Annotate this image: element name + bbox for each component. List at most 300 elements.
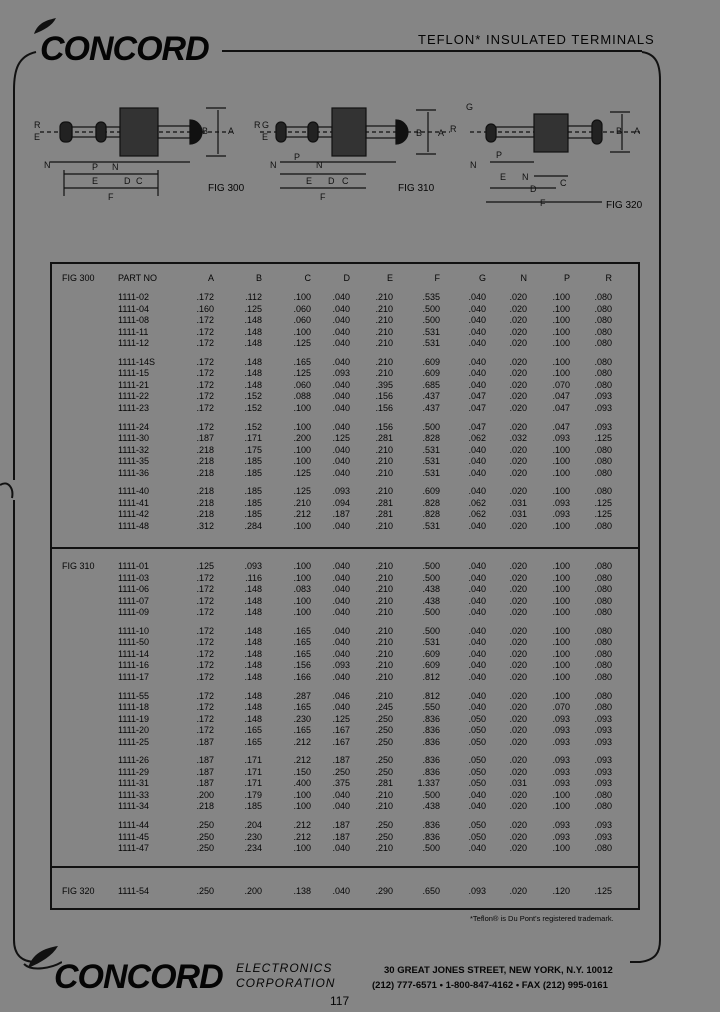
- value-cell: .100: [552, 303, 570, 314]
- value-cell: .080: [594, 801, 612, 812]
- header-col-r: R: [605, 273, 612, 283]
- value-cell: .438: [422, 595, 440, 606]
- value-cell: .040: [468, 637, 486, 648]
- value-cell: .093: [552, 820, 570, 830]
- value-cell: .020: [509, 456, 527, 467]
- value-cell: .395: [375, 379, 393, 390]
- value-cell: .020: [509, 402, 527, 413]
- value-cell: .165: [293, 702, 311, 713]
- table-row: [0, 714, 720, 726]
- value-cell: .148: [244, 584, 262, 595]
- value-cell: .020: [509, 356, 527, 367]
- value-cell: .040: [468, 303, 486, 314]
- value-cell: .125: [594, 433, 612, 444]
- value-cell: .040: [332, 444, 350, 455]
- svg-text:B: B: [202, 126, 209, 136]
- value-cell: .020: [509, 843, 527, 854]
- value-cell: .171: [244, 433, 262, 444]
- value-cell: 1.337: [417, 778, 440, 789]
- value-cell: .138: [293, 886, 311, 896]
- svg-text:F: F: [320, 192, 326, 202]
- value-cell: .172: [196, 315, 214, 326]
- header-col-d: D: [343, 273, 350, 283]
- table-row: [0, 596, 720, 608]
- part-number-cell: 1111-19: [118, 713, 150, 724]
- value-cell: .040: [468, 702, 486, 713]
- svg-text:R: R: [34, 120, 41, 130]
- value-cell: .080: [594, 671, 612, 682]
- value-cell: .100: [552, 456, 570, 467]
- part-number-cell: 1111-47: [118, 843, 150, 854]
- value-cell: .210: [375, 520, 393, 531]
- value-cell: .165: [293, 625, 311, 636]
- value-cell: .156: [375, 391, 393, 402]
- value-cell: .046: [332, 690, 350, 701]
- value-cell: .175: [244, 444, 262, 455]
- value-cell: .218: [196, 456, 214, 467]
- svg-text:E: E: [306, 176, 313, 186]
- value-cell: .100: [552, 292, 570, 302]
- value-cell: .250: [375, 736, 393, 747]
- value-cell: .040: [468, 292, 486, 302]
- value-cell: .234: [244, 843, 262, 854]
- value-cell: .093: [552, 725, 570, 736]
- value-cell: .437: [422, 402, 440, 413]
- value-cell: .040: [332, 421, 350, 432]
- part-number-cell: 1111-02: [118, 292, 150, 302]
- table-row: [0, 626, 720, 638]
- value-cell: .060: [293, 379, 311, 390]
- value-cell: .093: [594, 421, 612, 432]
- part-number-cell: 1111-11: [118, 326, 149, 337]
- value-cell: .050: [468, 725, 486, 736]
- value-cell: .040: [468, 467, 486, 478]
- value-cell: .210: [375, 625, 393, 636]
- header-col-e: E: [386, 273, 393, 283]
- value-cell: .609: [422, 368, 440, 379]
- value-cell: .210: [375, 456, 393, 467]
- value-cell: .210: [375, 326, 393, 337]
- svg-text:R: R: [254, 120, 261, 130]
- value-cell: .550: [422, 702, 440, 713]
- value-cell: .500: [422, 315, 440, 326]
- part-number-cell: 1111-55: [118, 690, 150, 701]
- part-number-cell: 1111-30: [118, 433, 150, 444]
- value-cell: .148: [244, 315, 262, 326]
- value-cell: .148: [244, 368, 262, 379]
- value-cell: .438: [422, 584, 440, 595]
- value-cell: .500: [422, 843, 440, 854]
- value-cell: .047: [552, 402, 570, 413]
- value-cell: .080: [594, 303, 612, 314]
- value-cell: .093: [594, 725, 612, 736]
- value-cell: .088: [293, 391, 311, 402]
- value-cell: .179: [244, 789, 262, 800]
- value-cell: .093: [552, 755, 570, 766]
- svg-text:D: D: [124, 176, 131, 186]
- value-cell: .047: [468, 391, 486, 402]
- value-cell: .171: [244, 766, 262, 777]
- value-cell: .080: [594, 702, 612, 713]
- value-cell: .040: [332, 886, 350, 896]
- value-cell: .100: [293, 801, 311, 812]
- value-cell: .212: [293, 820, 311, 830]
- value-cell: .093: [552, 831, 570, 842]
- part-number-cell: 1111-50: [118, 637, 150, 648]
- value-cell: .093: [552, 736, 570, 747]
- value-cell: .040: [332, 292, 350, 302]
- value-cell: .040: [332, 326, 350, 337]
- value-cell: .148: [244, 637, 262, 648]
- value-cell: .230: [244, 831, 262, 842]
- value-cell: .040: [332, 702, 350, 713]
- value-cell: .148: [244, 356, 262, 367]
- value-cell: .836: [422, 736, 440, 747]
- value-cell: .080: [594, 789, 612, 800]
- value-cell: .187: [196, 778, 214, 789]
- value-cell: .020: [509, 315, 527, 326]
- value-cell: .210: [375, 801, 393, 812]
- table-row: [0, 327, 720, 339]
- value-cell: .093: [594, 713, 612, 724]
- value-cell: .020: [509, 292, 527, 302]
- part-number-cell: 1111-34: [118, 801, 150, 812]
- value-cell: .172: [196, 326, 214, 337]
- value-cell: .100: [552, 572, 570, 583]
- part-number-cell: 1111-31: [118, 778, 150, 789]
- svg-text:N: N: [270, 160, 277, 170]
- value-cell: .212: [293, 755, 311, 766]
- fig-310-drawing: [260, 108, 450, 188]
- value-cell: .185: [244, 509, 262, 520]
- value-cell: .100: [293, 421, 311, 432]
- value-cell: .047: [468, 421, 486, 432]
- value-cell: .172: [196, 607, 214, 618]
- value-cell: .650: [422, 886, 440, 896]
- value-cell: .093: [332, 660, 350, 671]
- value-cell: .040: [468, 356, 486, 367]
- value-cell: .100: [552, 338, 570, 349]
- value-cell: .400: [293, 778, 311, 789]
- value-cell: .250: [375, 755, 393, 766]
- value-cell: .060: [293, 303, 311, 314]
- value-cell: .020: [509, 801, 527, 812]
- value-cell: .148: [244, 702, 262, 713]
- value-cell: .093: [468, 886, 486, 896]
- value-cell: .172: [196, 368, 214, 379]
- svg-text:E: E: [34, 132, 41, 142]
- section-fig-label: FIG 310: [62, 561, 95, 571]
- value-cell: .125: [244, 303, 262, 314]
- value-cell: .284: [244, 520, 262, 531]
- value-cell: .218: [196, 497, 214, 508]
- svg-text:B: B: [416, 128, 423, 138]
- value-cell: .020: [509, 467, 527, 478]
- value-cell: .165: [293, 356, 311, 367]
- footer-company-name: [236, 961, 335, 991]
- value-cell: .172: [196, 584, 214, 595]
- value-cell: .172: [196, 637, 214, 648]
- fig-320-label: FIG 320: [606, 200, 643, 211]
- table-row: [0, 315, 720, 327]
- value-cell: .040: [468, 315, 486, 326]
- value-cell: .836: [422, 831, 440, 842]
- value-cell: .172: [196, 572, 214, 583]
- part-number-cell: 1111-45: [118, 831, 150, 842]
- value-cell: .148: [244, 648, 262, 659]
- svg-text:C: C: [560, 178, 567, 188]
- value-cell: .080: [594, 444, 612, 455]
- header-col-c: C: [304, 273, 311, 283]
- value-cell: .187: [196, 736, 214, 747]
- value-cell: .100: [552, 690, 570, 701]
- value-cell: .070: [552, 379, 570, 390]
- value-cell: .100: [552, 660, 570, 671]
- value-cell: .093: [594, 736, 612, 747]
- part-number-cell: 1111-25: [118, 736, 150, 747]
- value-cell: .312: [196, 520, 214, 531]
- header-col-p: P: [563, 273, 570, 283]
- value-cell: .200: [196, 789, 214, 800]
- table-row: [0, 820, 720, 832]
- value-cell: .093: [594, 755, 612, 766]
- value-cell: .172: [196, 338, 214, 349]
- fig-300-label: FIG 300: [208, 183, 245, 194]
- value-cell: .040: [468, 648, 486, 659]
- value-cell: .200: [244, 886, 262, 896]
- value-cell: .210: [293, 497, 311, 508]
- value-cell: .210: [375, 660, 393, 671]
- value-cell: .250: [375, 766, 393, 777]
- part-number-cell: 1111-32: [118, 444, 150, 455]
- value-cell: .093: [594, 831, 612, 842]
- value-cell: .031: [509, 509, 527, 520]
- value-cell: .080: [594, 595, 612, 606]
- value-cell: .040: [332, 584, 350, 595]
- table-row: [0, 886, 720, 898]
- value-cell: .210: [375, 368, 393, 379]
- value-cell: .100: [293, 595, 311, 606]
- value-cell: .040: [332, 671, 350, 682]
- value-cell: .210: [375, 467, 393, 478]
- value-cell: .212: [293, 831, 311, 842]
- value-cell: .040: [468, 561, 486, 571]
- table-row: [0, 649, 720, 661]
- value-cell: .080: [594, 625, 612, 636]
- value-cell: .218: [196, 467, 214, 478]
- value-cell: .125: [293, 338, 311, 349]
- value-cell: .500: [422, 572, 440, 583]
- value-cell: .100: [552, 315, 570, 326]
- value-cell: .210: [375, 444, 393, 455]
- value-cell: .020: [509, 561, 527, 571]
- part-number-cell: 1111-14S: [118, 356, 156, 367]
- value-cell: .080: [594, 467, 612, 478]
- value-cell: .165: [244, 725, 262, 736]
- value-cell: .050: [468, 831, 486, 842]
- value-cell: .093: [594, 766, 612, 777]
- value-cell: .093: [552, 433, 570, 444]
- svg-text:A: A: [228, 126, 235, 136]
- page-title: TEFLON* INSULATED TERMINALS: [418, 32, 655, 47]
- value-cell: .080: [594, 607, 612, 618]
- value-cell: .204: [244, 820, 262, 830]
- value-cell: .020: [509, 702, 527, 713]
- value-cell: .080: [594, 356, 612, 367]
- brand-logo: CONCORD: [40, 30, 209, 68]
- value-cell: .172: [196, 690, 214, 701]
- value-cell: .040: [332, 356, 350, 367]
- value-cell: .040: [332, 595, 350, 606]
- value-cell: .020: [509, 421, 527, 432]
- value-cell: .020: [509, 736, 527, 747]
- value-cell: .093: [594, 402, 612, 413]
- value-cell: .125: [196, 561, 214, 571]
- value-cell: .040: [468, 625, 486, 636]
- part-number-cell: 1111-23: [118, 402, 150, 413]
- value-cell: .148: [244, 379, 262, 390]
- value-cell: .287: [293, 690, 311, 701]
- value-cell: .172: [196, 356, 214, 367]
- value-cell: .062: [468, 509, 486, 520]
- header-fig: FIG 300: [62, 273, 95, 283]
- part-number-cell: 1111-07: [118, 595, 150, 606]
- value-cell: .040: [468, 660, 486, 671]
- value-cell: .080: [594, 690, 612, 701]
- value-cell: .250: [375, 725, 393, 736]
- value-cell: .187: [332, 831, 350, 842]
- value-cell: .020: [509, 607, 527, 618]
- value-cell: .185: [244, 801, 262, 812]
- part-number-cell: 1111-26: [118, 755, 150, 766]
- svg-text:C: C: [136, 176, 143, 186]
- value-cell: .172: [196, 391, 214, 402]
- value-cell: .040: [332, 303, 350, 314]
- value-cell: .094: [332, 497, 350, 508]
- value-cell: .093: [594, 391, 612, 402]
- table-row: [0, 338, 720, 350]
- value-cell: .020: [509, 368, 527, 379]
- value-cell: .020: [509, 713, 527, 724]
- value-cell: .080: [594, 572, 612, 583]
- value-cell: .100: [552, 584, 570, 595]
- value-cell: .040: [468, 326, 486, 337]
- part-number-cell: 1111-36: [118, 467, 150, 478]
- value-cell: .172: [196, 713, 214, 724]
- value-cell: .020: [509, 637, 527, 648]
- value-cell: .535: [422, 292, 440, 302]
- value-cell: .685: [422, 379, 440, 390]
- value-cell: .125: [293, 486, 311, 497]
- part-number-cell: 1111-48: [118, 520, 150, 531]
- value-cell: .100: [552, 595, 570, 606]
- svg-text:N: N: [44, 160, 51, 170]
- table-row: [0, 391, 720, 403]
- value-cell: .171: [244, 755, 262, 766]
- value-cell: .100: [552, 444, 570, 455]
- table-row: [0, 801, 720, 813]
- part-number-cell: 1111-40: [118, 486, 150, 497]
- value-cell: .210: [375, 595, 393, 606]
- value-cell: .020: [509, 755, 527, 766]
- value-cell: .040: [332, 801, 350, 812]
- part-number-cell: 1111-12: [118, 338, 150, 349]
- value-cell: .172: [196, 725, 214, 736]
- value-cell: .050: [468, 766, 486, 777]
- value-cell: .020: [509, 584, 527, 595]
- value-cell: .070: [552, 702, 570, 713]
- value-cell: .210: [375, 486, 393, 497]
- value-cell: .100: [293, 292, 311, 302]
- value-cell: .020: [509, 572, 527, 583]
- value-cell: .093: [552, 509, 570, 520]
- value-cell: .100: [552, 607, 570, 618]
- value-cell: .438: [422, 801, 440, 812]
- value-cell: .210: [375, 637, 393, 648]
- value-cell: .172: [196, 421, 214, 432]
- part-number-cell: 1111-18: [118, 702, 150, 713]
- value-cell: .165: [293, 725, 311, 736]
- value-cell: .040: [468, 338, 486, 349]
- value-cell: .210: [375, 572, 393, 583]
- value-cell: .152: [244, 402, 262, 413]
- value-cell: .531: [422, 637, 440, 648]
- table-row: [0, 737, 720, 749]
- svg-text:D: D: [328, 176, 335, 186]
- value-cell: .100: [552, 801, 570, 812]
- value-cell: .148: [244, 713, 262, 724]
- value-cell: .040: [332, 561, 350, 571]
- trademark-footnote: *Teflon® is Du Pont's registered trademark.: [470, 914, 614, 923]
- value-cell: .172: [196, 402, 214, 413]
- value-cell: .531: [422, 326, 440, 337]
- value-cell: .080: [594, 843, 612, 854]
- value-cell: .100: [552, 625, 570, 636]
- value-cell: .020: [509, 886, 527, 896]
- value-cell: .531: [422, 338, 440, 349]
- value-cell: .500: [422, 303, 440, 314]
- value-cell: .100: [293, 789, 311, 800]
- svg-text:E: E: [500, 172, 507, 182]
- table-row: [0, 584, 720, 596]
- value-cell: .200: [293, 433, 311, 444]
- value-cell: .172: [196, 648, 214, 659]
- svg-text:G: G: [262, 120, 270, 130]
- value-cell: .100: [552, 843, 570, 854]
- value-cell: .210: [375, 561, 393, 571]
- value-cell: .609: [422, 648, 440, 659]
- part-number-cell: 1111-10: [118, 625, 150, 636]
- value-cell: .020: [509, 379, 527, 390]
- value-cell: .040: [468, 843, 486, 854]
- table-row: [0, 498, 720, 510]
- part-number-cell: 1111-35: [118, 456, 150, 467]
- part-number-cell: 1111-15: [118, 368, 150, 379]
- value-cell: .080: [594, 637, 612, 648]
- value-cell: .100: [552, 486, 570, 497]
- value-cell: .148: [244, 690, 262, 701]
- value-cell: .160: [196, 303, 214, 314]
- part-number-cell: 1111-33: [118, 789, 150, 800]
- value-cell: .020: [509, 303, 527, 314]
- value-cell: .100: [293, 607, 311, 618]
- svg-text:C: C: [342, 176, 349, 186]
- part-number-cell: 1111-14: [118, 648, 150, 659]
- svg-text:E: E: [262, 132, 269, 142]
- value-cell: .080: [594, 486, 612, 497]
- value-cell: .047: [552, 391, 570, 402]
- value-cell: .218: [196, 801, 214, 812]
